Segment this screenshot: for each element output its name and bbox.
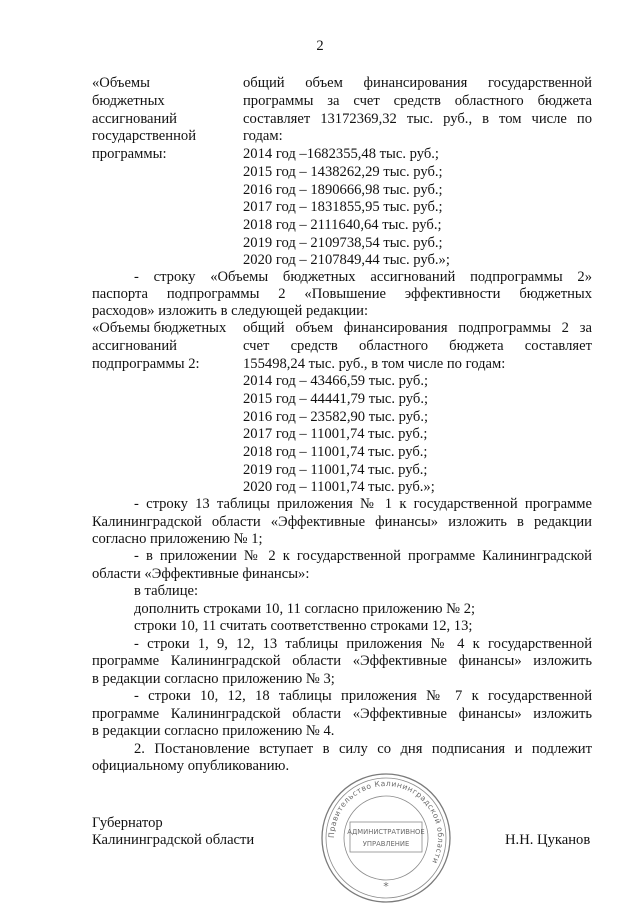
paragraph-line: программе Калининградской области «Эффективные финансы» изложить <box>92 653 592 669</box>
block1-text-line: общий объем финансирования государственной <box>243 75 592 91</box>
seal-star-icon: * <box>383 880 389 893</box>
paragraph-line: - строку «Объемы бюджетных ассигнований подпрограммы 2» <box>134 269 592 285</box>
year-line: 2014 год – 43466,59 тыс. руб.; <box>243 373 429 389</box>
block2-label-line: «Объемы бюджетных <box>92 320 227 336</box>
year-line: 2017 год – 11001,74 тыс. руб.; <box>243 426 428 442</box>
block1-text-line: программы за счет средств областного бюджета <box>243 93 592 109</box>
block1-text-line: составляет 13172369,32 тыс. руб., в том числе по <box>243 111 592 127</box>
signatory-name: Н.Н. Цуканов <box>505 832 591 848</box>
year-line: 2016 год – 1890666,98 тыс. руб.; <box>243 182 443 198</box>
block1-label-line: ассигнований <box>92 111 177 127</box>
paragraph-line: области «Эффективные финансы»: <box>92 566 310 582</box>
block2-text-line: общий объем финансирования подпрограммы 2 за <box>243 320 592 336</box>
page-number: 2 <box>316 38 324 54</box>
paragraph-line: паспорта подпрограммы 2 «Повышение эффективности бюджетных <box>92 286 592 302</box>
block1-label-line: программы: <box>92 146 167 162</box>
signatory-region: Калининградской области <box>92 832 255 848</box>
year-line: 2018 год – 11001,74 тыс. руб.; <box>243 444 428 460</box>
paragraph-line: - строки 1, 9, 12, 13 таблицы приложения № 4 к государственной <box>134 636 592 652</box>
year-line: 2016 год – 23582,90 тыс. руб.; <box>243 409 429 425</box>
block1-label-line: «Объемы <box>92 75 150 91</box>
list-item: строки 10, 11 считать соответственно строками 12, 13; <box>134 618 473 634</box>
year-line: 2015 год – 1438262,29 тыс. руб.; <box>243 164 443 180</box>
paragraph-line: - в приложении № 2 к государственной программе Калининградской <box>134 548 592 564</box>
seal-center-line1: АДМИНИСТРАТИВНОЕ <box>347 828 425 836</box>
block1-label-line: государственной <box>92 128 197 144</box>
official-seal <box>316 770 456 905</box>
paragraph-line: расходов» изложить в следующей редакции: <box>92 303 369 319</box>
year-line: 2020 год – 11001,74 тыс. руб.»; <box>243 479 435 495</box>
year-line: 2018 год – 2111640,64 тыс. руб.; <box>243 217 442 233</box>
paragraph-line: - строку 13 таблицы приложения № 1 к государственной программе <box>134 496 592 512</box>
paragraph-line: - строки 10, 12, 18 таблицы приложения № 7 к государственной <box>134 688 592 704</box>
seal-ring-text: Правительство Калининградской области <box>326 778 446 866</box>
paragraph-line: 2. Постановление вступает в силу со дня подписания и подлежит <box>134 741 592 757</box>
block2-label-line: подпрограммы 2: <box>92 356 200 372</box>
block2-label-line: ассигнований <box>92 338 177 354</box>
year-line: 2019 год – 11001,74 тыс. руб.; <box>243 462 428 478</box>
paragraph-line: официальному опубликованию. <box>92 758 290 774</box>
list-item: в таблице: <box>134 583 199 599</box>
year-line: 2014 год –1682355,48 тыс. руб.; <box>243 146 439 162</box>
paragraph-line: в редакции согласно приложению № 3; <box>92 671 335 687</box>
year-line: 2015 год – 44441,79 тыс. руб.; <box>243 391 429 407</box>
block1-text-line: годам: <box>243 128 283 144</box>
year-line: 2020 год – 2107849,44 тыс. руб.»; <box>243 252 450 268</box>
list-item: дополнить строками 10, 11 согласно приложению № 2; <box>134 601 476 617</box>
year-line: 2017 год – 1831855,95 тыс. руб.; <box>243 199 443 215</box>
signatory-title: Губернатор <box>92 815 163 831</box>
year-line: 2019 год – 2109738,54 тыс. руб.; <box>243 235 443 251</box>
paragraph-line: Калининградской области «Эффективные финансы» изложить в редакции <box>92 514 592 530</box>
paragraph-line: программе Калининградской области «Эффективные финансы» изложить <box>92 706 592 722</box>
block2-text-line: 155498,24 тыс. руб., в том числе по годам: <box>243 356 506 372</box>
block1-label-line: бюджетных <box>92 93 165 109</box>
block2-text-line: счет средств областного бюджета составляет <box>243 338 592 354</box>
paragraph-line: согласно приложению № 1; <box>92 531 263 547</box>
seal-center-line2: УПРАВЛЕНИЕ <box>362 840 410 848</box>
paragraph-line: в редакции согласно приложению № 4. <box>92 723 335 739</box>
